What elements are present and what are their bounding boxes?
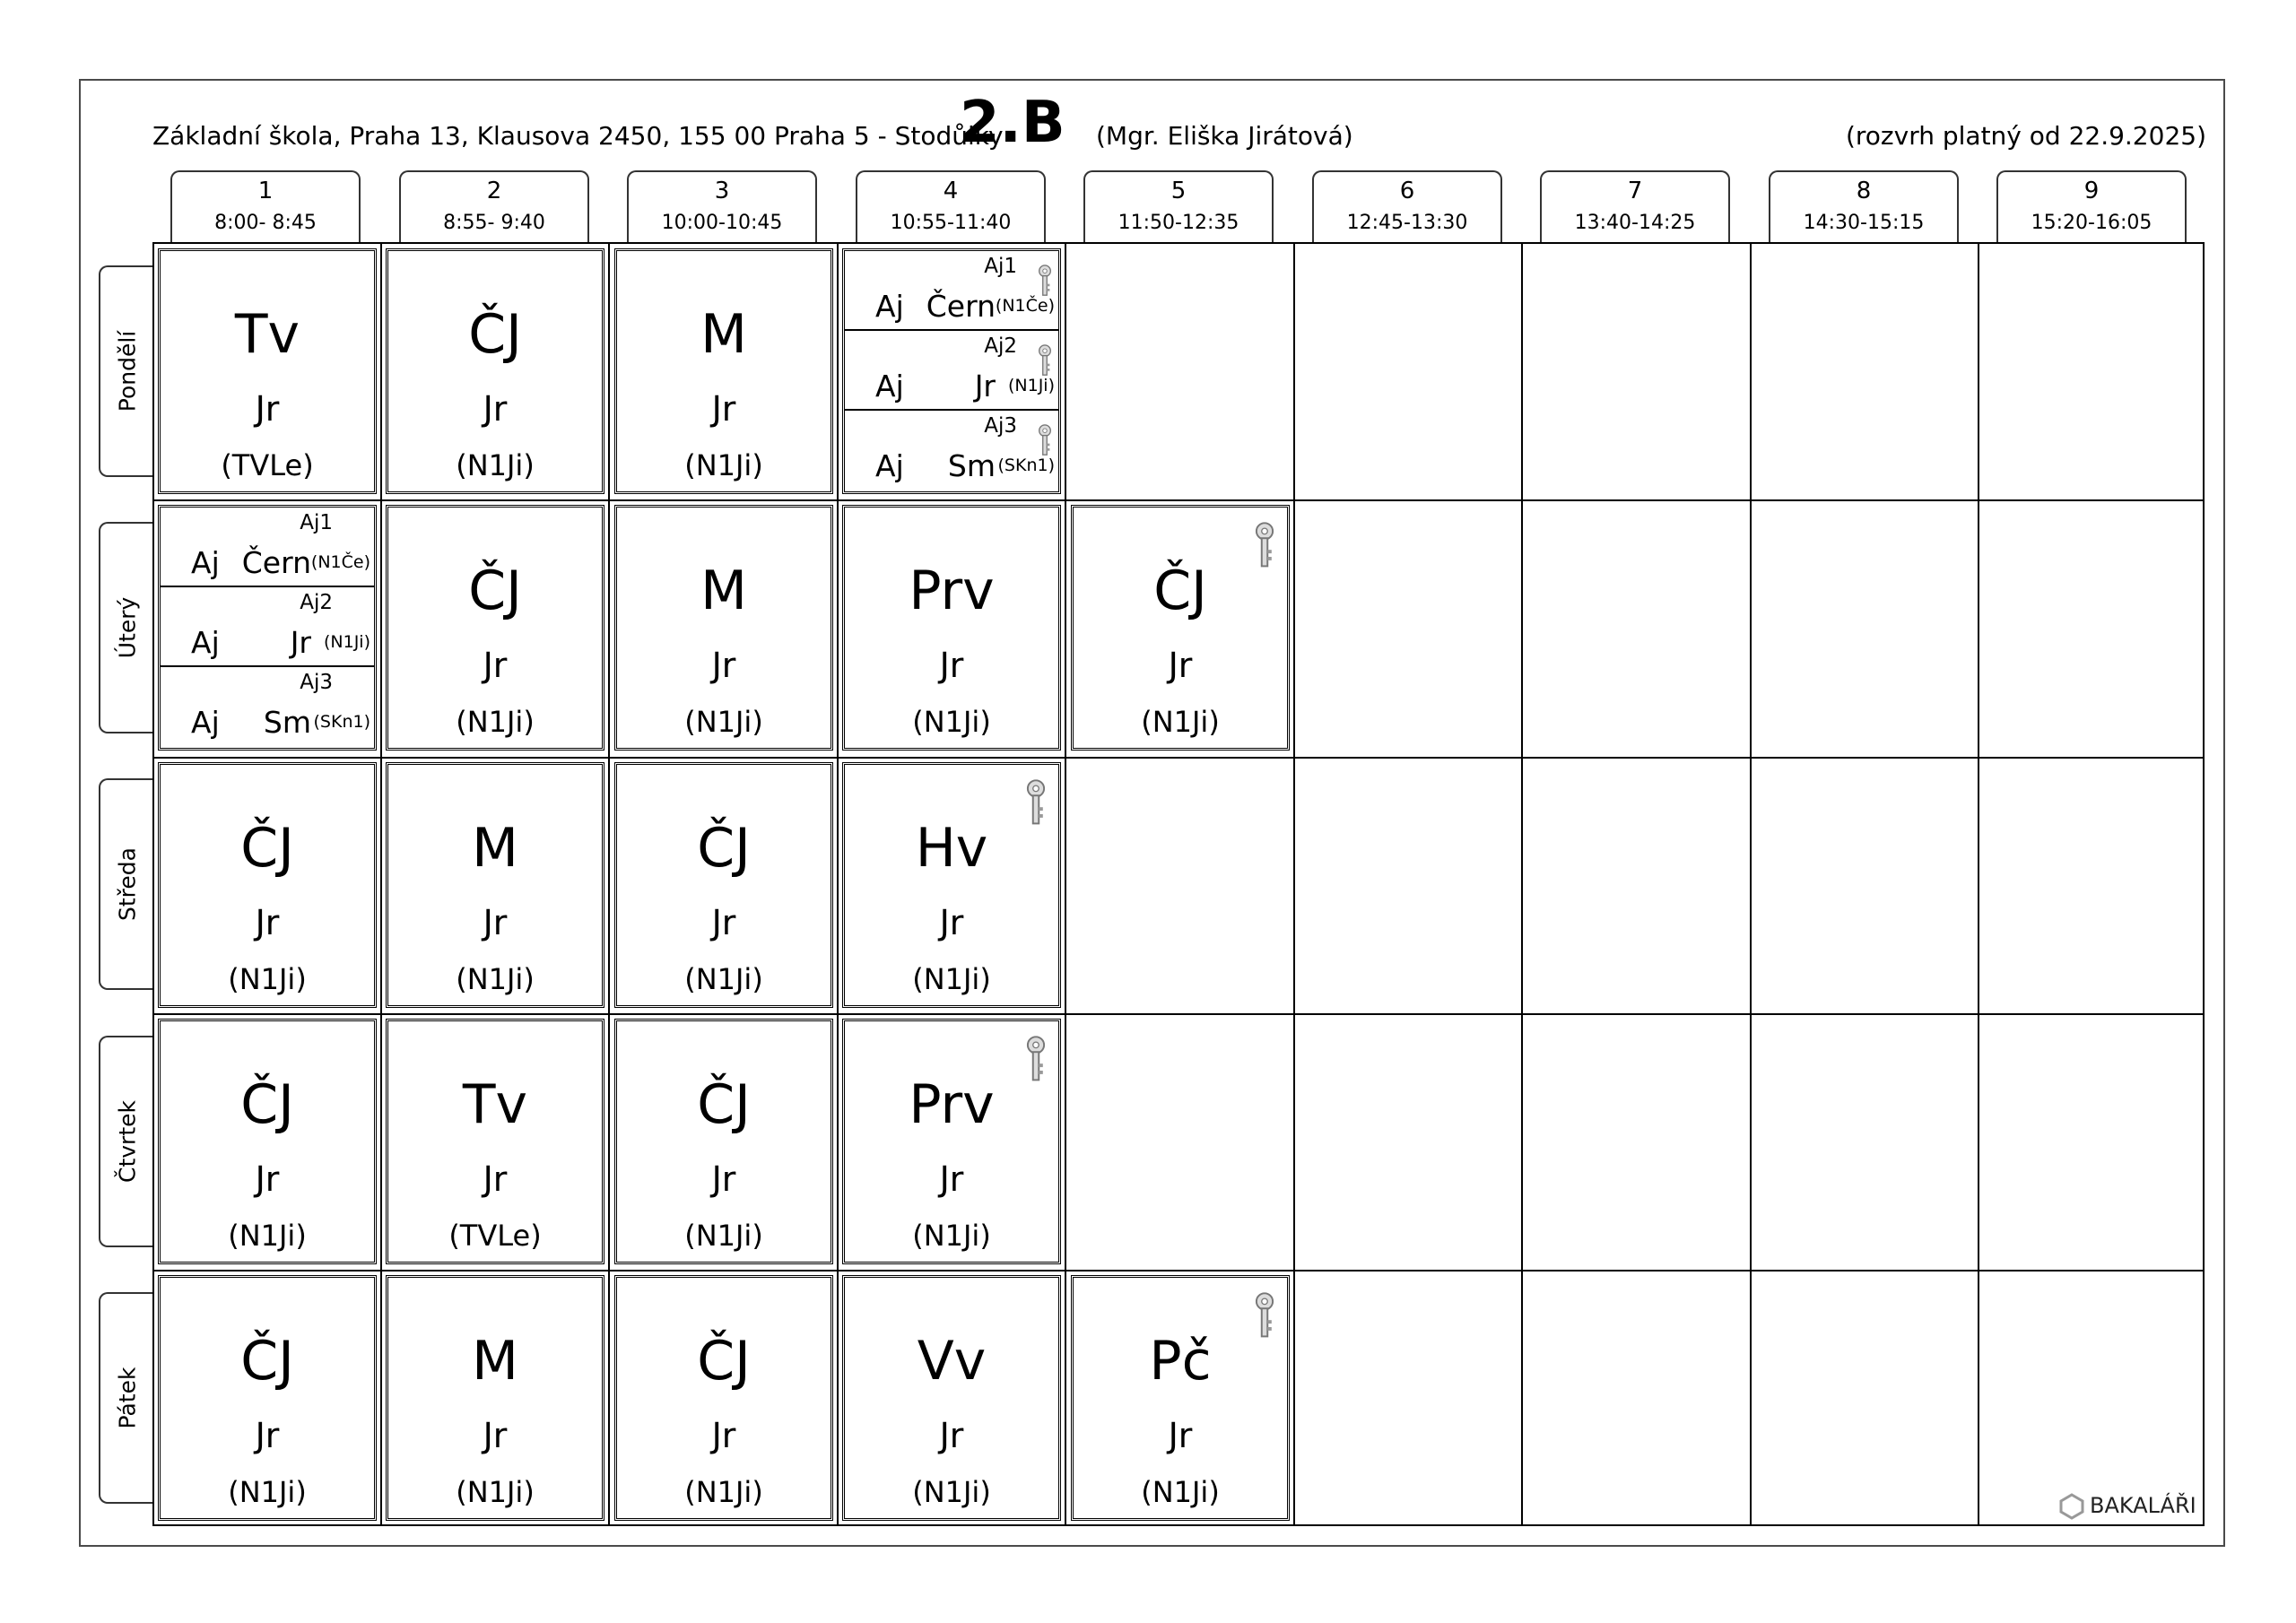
day-tab-wednesday [99,778,154,990]
lesson-teacher: Jr [939,646,964,685]
lesson-cell[interactable] [386,505,604,751]
lesson-teacher: Jr [711,1159,736,1199]
bakalari-logo [2059,1493,2196,1520]
group-teacher: Sm [947,448,996,483]
period-tab-4 [856,170,1046,244]
lesson-room: (N1Ji) [228,1219,307,1253]
column-divider [1750,242,1752,1526]
period-number: 1 [257,178,274,204]
lesson-room: (N1Ji) [228,1475,307,1509]
lesson-teacher: Jr [711,1416,736,1455]
lesson-room: (N1Ji) [912,705,991,739]
lesson-room: (N1Ji) [1141,1475,1220,1509]
lesson-room: (N1Ji) [456,705,535,739]
period-number: 8 [1856,178,1872,204]
hexagon-logo-icon [2059,1493,2084,1520]
group-name: Aj3 [984,414,1017,438]
lesson-room: (TVLe) [221,448,314,482]
period-time: 13:40-14:25 [1574,212,1696,234]
group-room: (N1Če) [310,552,370,572]
row-divider [152,1270,2205,1271]
group-lesson[interactable] [161,667,374,747]
group-teacher: Sm [263,705,311,740]
day-label: Pondělí [114,330,141,412]
group-subject: Aj [191,545,220,580]
lesson-teacher: Jr [255,1159,280,1199]
column-divider [1978,242,1979,1526]
period-time: 11:50-12:35 [1118,212,1239,234]
period-number: 7 [1627,178,1643,204]
column-divider [608,242,610,1526]
lesson-cell[interactable] [158,1275,377,1521]
row-divider [152,1013,2205,1015]
period-time: 10:55-11:40 [890,212,1012,234]
period-time: 10:00-10:45 [661,212,783,234]
lesson-cell[interactable] [614,762,833,1008]
lesson-room: (N1Ji) [684,448,763,482]
lesson-subject: Prv [909,560,995,622]
lesson-subject: M [700,303,747,366]
lesson-cell[interactable] [386,248,604,494]
group-teacher: Čern [241,545,311,580]
column-divider [380,242,382,1526]
period-number: 9 [2083,178,2100,204]
lesson-subject: Prv [909,1073,995,1136]
lesson-subject: M [472,1330,518,1393]
group-teacher: Čern [926,289,996,324]
period-tab-7 [1540,170,1730,244]
lesson-subject: Tv [462,1073,528,1136]
day-label: Úterý [114,596,141,659]
group-name: Aj2 [984,334,1017,358]
lesson-cell[interactable] [1071,1275,1290,1521]
lesson-teacher: Jr [1168,646,1193,685]
group-lesson[interactable] [845,411,1058,490]
row-divider [152,499,2205,501]
lesson-cell[interactable] [842,1275,1061,1521]
period-tab-8 [1769,170,1959,244]
lesson-cell[interactable] [158,762,377,1008]
lesson-teacher: Jr [483,646,508,685]
period-tab-2 [399,170,589,244]
column-divider [1065,242,1066,1526]
group-name: Aj3 [300,671,333,694]
lesson-cell[interactable] [1071,505,1290,751]
column-divider [1293,242,1295,1526]
day-tab-monday [99,265,154,477]
group-subject: Aj [875,448,904,483]
group-name: Aj2 [300,591,333,614]
lesson-room: (N1Ji) [684,1475,763,1509]
period-tab-3 [627,170,817,244]
day-label: Čtvrtek [114,1100,141,1183]
lesson-room: (N1Ji) [912,1475,991,1509]
row-divider [152,757,2205,759]
group-lesson[interactable] [161,587,374,667]
group-name: Aj1 [300,511,333,534]
period-number: 3 [714,178,730,204]
period-tab-5 [1083,170,1274,244]
lesson-subject: Vv [917,1330,987,1393]
lesson-cell[interactable] [614,1019,833,1264]
lesson-room: (N1Ji) [684,705,763,739]
key-icon [1037,264,1053,298]
school-name: Základní škola, Praha 13, Klausova 2450, 155 00 Praha 5 - Stodůlky [152,121,1004,151]
lesson-teacher: Jr [711,903,736,942]
lesson-room: (N1Ji) [456,962,535,996]
lesson-cell-split[interactable] [842,248,1061,494]
lesson-subject: ČJ [697,1073,751,1136]
lesson-room: (TVLe) [448,1219,542,1253]
period-time: 12:45-13:30 [1346,212,1468,234]
validity-date: (rozvrh platný od 22.9.2025) [1845,121,2206,151]
lesson-cell[interactable] [614,248,833,494]
key-icon [1037,423,1053,457]
logo-text: BAKALÁŘI [2090,1493,2196,1518]
lesson-teacher: Jr [255,1416,280,1455]
day-tab-friday [99,1292,154,1504]
group-lesson[interactable] [845,251,1058,331]
lesson-subject: Tv [234,303,300,366]
group-lesson[interactable] [161,508,374,587]
class-teacher: (Mgr. Eliška Jirátová) [1096,121,1353,151]
day-label: Pátek [114,1367,141,1429]
group-teacher: Jr [290,625,311,660]
lesson-teacher: Jr [483,1159,508,1199]
group-teacher: Jr [974,369,996,404]
lesson-cell[interactable] [842,762,1061,1008]
lesson-room: (N1Ji) [456,448,535,482]
lesson-cell[interactable] [614,505,833,751]
period-tab-9 [1996,170,2187,244]
lesson-room: (N1Ji) [1141,705,1220,739]
column-divider [837,242,839,1526]
lesson-teacher: Jr [939,903,964,942]
period-time: 8:55- 9:40 [443,212,545,234]
period-number: 4 [943,178,959,204]
class-name: 2.B [960,90,1065,156]
lesson-teacher: Jr [255,903,280,942]
period-number: 6 [1399,178,1415,204]
day-label: Středa [114,847,141,921]
lesson-teacher: Jr [483,1416,508,1455]
lesson-subject: Hv [915,817,988,880]
lesson-teacher: Jr [1168,1416,1193,1455]
group-subject: Aj [191,705,220,740]
period-time: 8:00- 8:45 [214,212,317,234]
day-tab-tuesday [99,522,154,733]
key-icon [1037,343,1053,378]
lesson-cell[interactable] [158,248,377,494]
group-room: (SKn1) [997,456,1055,475]
lesson-subject: M [700,560,747,622]
lesson-room: (N1Ji) [456,1475,535,1509]
lesson-subject: M [472,817,518,880]
period-tab-1 [170,170,361,244]
lesson-teacher: Jr [711,646,736,685]
lesson-teacher: Jr [939,1416,964,1455]
period-time: 15:20-16:05 [2031,212,2152,234]
lesson-teacher: Jr [939,1159,964,1199]
lesson-teacher: Jr [711,389,736,429]
lesson-room: (N1Ji) [684,962,763,996]
period-number: 2 [486,178,502,204]
lesson-room: (N1Ji) [228,962,307,996]
lesson-subject: Pč [1149,1330,1212,1393]
group-room: (N1Ji) [323,632,370,652]
group-room: (N1Ji) [1007,376,1055,395]
group-subject: Aj [875,369,904,404]
lesson-teacher: Jr [255,389,280,429]
lesson-subject: ČJ [468,303,522,366]
period-number: 5 [1170,178,1187,204]
group-room: (SKn1) [313,712,370,732]
lesson-room: (N1Ji) [912,1219,991,1253]
lesson-subject: ČJ [1153,560,1207,622]
group-room: (N1Če) [995,296,1055,316]
lesson-subject: ČJ [240,817,294,880]
lesson-cell[interactable] [158,1019,377,1264]
lesson-cell[interactable] [614,1275,833,1521]
lesson-cell[interactable] [386,762,604,1008]
lesson-subject: ČJ [697,1330,751,1393]
group-subject: Aj [191,625,220,660]
lesson-room: (N1Ji) [684,1219,763,1253]
lesson-subject: ČJ [468,560,522,622]
lesson-cell[interactable] [386,1019,604,1264]
period-tab-6 [1312,170,1502,244]
lesson-teacher: Jr [483,903,508,942]
day-tab-thursday [99,1036,154,1247]
lesson-cell[interactable] [842,505,1061,751]
group-lesson[interactable] [845,331,1058,411]
column-divider [1521,242,1523,1526]
group-name: Aj1 [984,255,1017,278]
period-time: 14:30-15:15 [1803,212,1925,234]
lesson-subject: ČJ [697,817,751,880]
lesson-cell[interactable] [386,1275,604,1521]
lesson-subject: ČJ [240,1330,294,1393]
group-subject: Aj [875,289,904,324]
lesson-cell-split[interactable] [158,505,377,751]
lesson-teacher: Jr [483,389,508,429]
lesson-room: (N1Ji) [912,962,991,996]
lesson-subject: ČJ [240,1073,294,1136]
lesson-cell[interactable] [842,1019,1061,1264]
